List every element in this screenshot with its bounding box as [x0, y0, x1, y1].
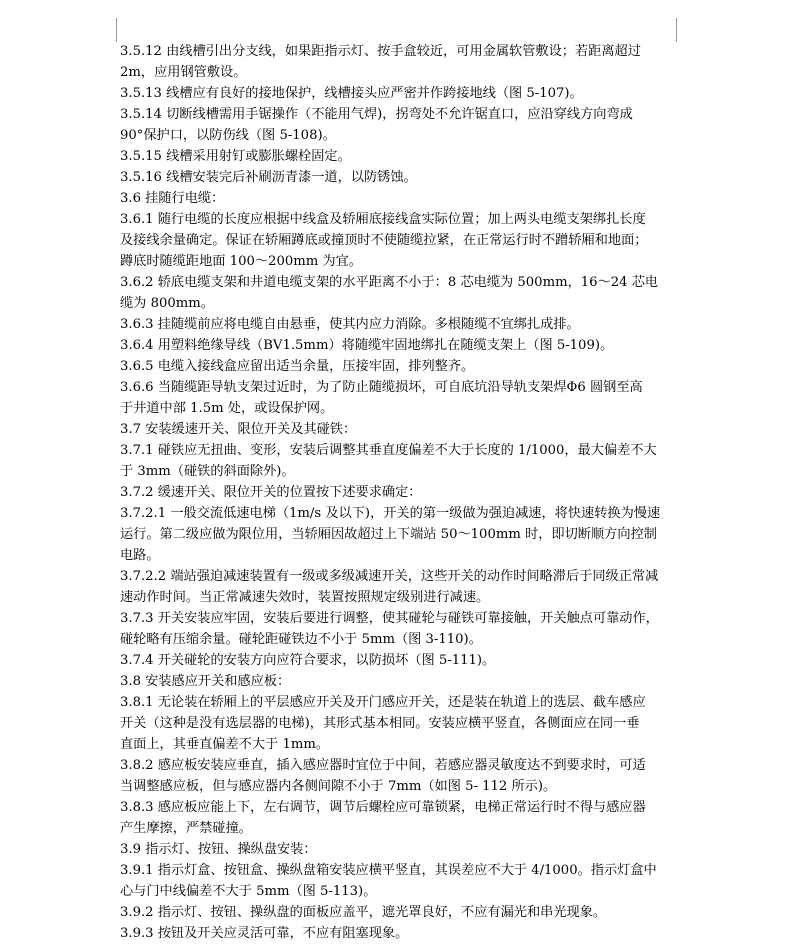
text-line: 3.5.13 线槽应有良好的接地保护，线槽接头应严密并作跨接地线（图 5-107)。 — [120, 86, 583, 101]
text-line: 3.9.3 按钮及开关应灵活可靠，不应有阻塞现象。 — [120, 926, 409, 941]
text-line: 3.7.4 开关碰轮的安装方向应符合要求，以防损坏（图 5-111)。 — [120, 653, 496, 668]
section-heading: 3.7 安装缓速开关、限位开关及其碰铁： — [120, 422, 357, 437]
text-line: 3.7.1 碰铁应无扭曲、变形，安装后调整其垂直度偏差不大于长度的 1/1000，最大偏差不大 — [120, 443, 657, 458]
text-line: 3.9.1 指示灯盒、按钮盒、操纵盘箱安装应横平竖直，其误差应不大于 4/1000。指示灯盒中 — [120, 863, 657, 878]
text-line: 3.7.2.2 端站强迫减速装置有一级或多级减速开关，这些开关的动作时间略滞后于同级正常减 — [120, 569, 659, 584]
text-line: 碰轮略有压缩余量。碰轮距碰铁边不小于 5mm（图 3-110)。 — [120, 632, 482, 647]
text-line: 蹲底时随缆距地面 100～200mm 为宜。 — [120, 254, 362, 269]
text-line: 3.6.4 用塑料绝缘导线（BV1.5mm）将随缆牢固地绑扎在随缆支架上（图 5-109)。 — [120, 338, 614, 353]
text-line: 3.6.1 随行电缆的长度应根据中线盒及轿厢底接线盒实际位置；加上两头电缆支架绑扎长度 — [120, 212, 646, 227]
document-body — [120, 41, 676, 944]
text-line: 直面上，其垂直偏差不大于 1mm。 — [120, 737, 330, 752]
crop-mark-top-right — [676, 18, 677, 42]
section-heading: 3.8 安装感应开关和感应板： — [120, 674, 291, 689]
text-line: 3.8.3 感应板应能上下，左右调节，调节后螺栓应可靠锁紧，电梯正常运行时不得与感应器 — [120, 800, 646, 815]
text-line: 电路。 — [120, 548, 160, 563]
text-line: 速动作时间。当正常减速失效时，装置按照规定级别进行减速。 — [120, 590, 490, 605]
text-line: 于 3mm（碰铁的斜面除外)。 — [120, 464, 295, 479]
text-line: 缆为 800mm。 — [120, 296, 214, 311]
text-line: 3.6.3 挂随缆前应将电缆自由悬垂，使其内应力消除。多根随缆不宜绑扎成排。 — [120, 317, 580, 332]
text-line: 3.5.14 切断线槽需用手锯操作（不能用气焊)，拐弯处不允许锯直口，应沿穿线方向弯成 — [120, 107, 633, 122]
text-line: 运行。第二级应做为限位用，当轿厢因故超过上下端站 50～100mm 时，即切断顺方向控制 — [120, 527, 657, 542]
text-line: 3.6.5 电缆入接线盒应留出适当余量，压接牢固，排列整齐。 — [120, 359, 475, 374]
text-line: 90°保护口，以防伤线（图 5-108)。 — [120, 128, 336, 143]
text-line: 3.6.6 当随缆距导轨支架过近时，为了防止随缆损坏，可自底坑沿导轨支架焊Φ6 圆钢至高 — [120, 380, 643, 395]
text-line: 3.8.2 感应板安装应垂直，插入感应器时宜位于中间，若感应器灵敏度达不到要求时，可适 — [120, 758, 646, 773]
text-line: 2m，应用钢管敷设。 — [120, 65, 247, 80]
text-line: 及接线余量确定。保证在轿厢蹲底或撞顶时不使随缆拉紧，在正常运行时不蹭轿厢和地面； — [120, 233, 648, 248]
text-line: 3.7.3 开关安装应牢固，安装后要进行调整，使其碰轮与碰铁可靠接触，开关触点可靠动作， — [120, 611, 659, 626]
text-line: 开关（这种是没有选层器的电梯)，其形式基本相同。安装应横平竖直，各侧面应在同一垂 — [120, 716, 640, 731]
text-line: 当调整感应板，但与感应器内各侧间隙不小于 7mm（如图 5- 112 所示)。 — [120, 779, 557, 794]
crop-mark-top-left — [116, 18, 117, 42]
text-line: 产生摩擦，严禁碰撞。 — [120, 821, 252, 836]
section-heading: 3.9 指示灯、按钮、操纵盘安装： — [120, 842, 317, 857]
text-line: 3.5.16 线槽安装完后补刷沥青漆一道，以防锈蚀。 — [120, 170, 417, 185]
text-line: 心与门中线偏差不大于 5mm（图 5-113)。 — [120, 884, 377, 899]
text-line: 3.5.12 由线槽引出分支线，如果距指示灯、按手盒较近，可用金属软管敷设；若距离超过 — [120, 44, 641, 59]
text-line: 3.8.1 无论装在轿厢上的平层感应开关及开门感应开关，还是装在轨道上的选层、截车感应 — [120, 695, 646, 710]
text-line: 于井道中部 1.5m 处，或设保护网。 — [120, 401, 334, 416]
text-line: 3.9.2 指示灯、按钮、操纵盘的面板应盖平，遮光罩良好，不应有漏光和串光现象。 — [120, 905, 607, 920]
text-line: 3.7.2 缓速开关、限位开关的位置按下述要求确定： — [120, 485, 422, 500]
section-heading: 3.6 挂随行电缆： — [120, 191, 225, 206]
text-line: 3.5.15 线槽采用射钉或膨胀螺栓固定。 — [120, 149, 351, 164]
text-line: 3.6.2 轿底电缆支架和井道电缆支架的水平距离不小于：8 芯电缆为 500mm，16～24 芯电 — [120, 275, 659, 290]
text-line: 3.7.2.1 一般交流低速电梯（1m/s 及以下)，开关的第一级做为强迫减速，将快速转换为慢速 — [120, 506, 661, 521]
